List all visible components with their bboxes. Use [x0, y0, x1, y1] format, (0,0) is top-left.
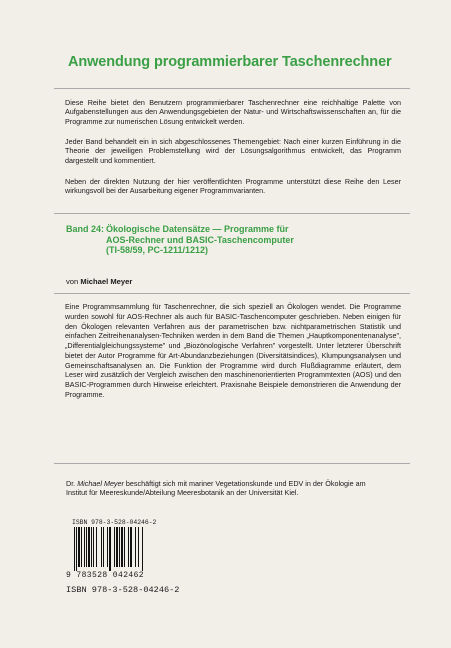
author-line — [66, 277, 132, 286]
intro-paragraph: Diese Reihe bietet den Benutzern programmierbarer Taschenrechner eine reichhaltige Palette von Aufgabenstellungen aus den Anwendungsgebieten der Natur- und Wirtschaftswissenschaften an, für die Programme zur numerischen Lösung entwickelt werden. — [65, 98, 401, 126]
about-author-prefix: Dr. — [66, 479, 76, 488]
about-author-name: Michael Meyer — [77, 479, 124, 488]
series-description-panel — [54, 88, 410, 214]
barcode — [72, 527, 174, 571]
volume-title-line: Ökologische Datensätze — Programme für — [106, 224, 289, 234]
isbn-large: ISBN 978-3-528-04246-2 — [66, 585, 180, 595]
band-number: Band 24: — [66, 224, 105, 234]
book-description: Eine Programmsammlung für Taschenrechner, die sich speziell an Ökologen wendet. Die Programme wurden sowohl für AOS-Rechner als auch für BASIC-Taschencomputer geschrieben. Neben einigen für den Ökologen relevanten Verfahren aus der parametrischen bzw. nichtparametrischen Statistik und einfachen Zeitreihenanalysen-Techniken werden in dem Band die Themen „Hauptkomponentenanalyse", „Differentialgleichungssysteme" und „Biozönologische Verfahren" vorgestellt. Unter letzterer Überschrift bietet der Autor Programme für Art-Abundanzbeziehungen (Diversitätsindices), Klumpungsanalysen und Gemeinschaftsanalysen an. Die Funktion der Programme wird durch Flußdiagramme erläutert, dem Leser wird zusätzlich der Vergleich zwischen den maschinenorientierten Programmtexten (AOS) und den BASIC-Programmen durch Hinweise erleichtert. Praxisnahe Beispiele demonstrieren die Anwendung der Programme. — [65, 302, 401, 399]
author-name: Michael Meyer — [80, 277, 133, 286]
about-author — [66, 479, 386, 498]
book-description-panel — [54, 293, 410, 464]
author-prefix: von — [66, 277, 79, 286]
about-author-text: beschäftigt sich mit mariner Vegetationskunde und EDV in der Ökologie am Institut für Meereskunde/Abteilung Meeresbotanik an der Universität Kiel. — [66, 479, 366, 498]
intro-paragraph: Neben der direkten Nutzung der hier veröffentlichten Programme unterstützt diese Reihe den Leser wirkungsvoll bei der Ausarbeitung eigener Programmvarianten. — [65, 177, 401, 196]
isbn-small: ISBN 978-3-528-04246-2 — [72, 519, 157, 526]
volume-title-line: (TI-58/59, PC-1211/1212) — [106, 245, 209, 256]
barcode-digits: 9 783528 042462 — [66, 571, 145, 580]
volume-title-line: AOS-Rechner und BASIC-Taschencomputer — [106, 234, 294, 245]
series-title: Anwendung programmierbarer Taschenrechner — [68, 54, 392, 70]
volume-title-block — [66, 224, 396, 256]
intro-paragraph: Jeder Band behandelt ein in sich abgeschlossenes Themengebiet: Nach einer kurzen Einführung in die Theorie der jeweiligen Problemstellung wird der Lösungsalgorithmus entwickelt, das Programm dargestellt und kommentiert. — [65, 137, 401, 165]
